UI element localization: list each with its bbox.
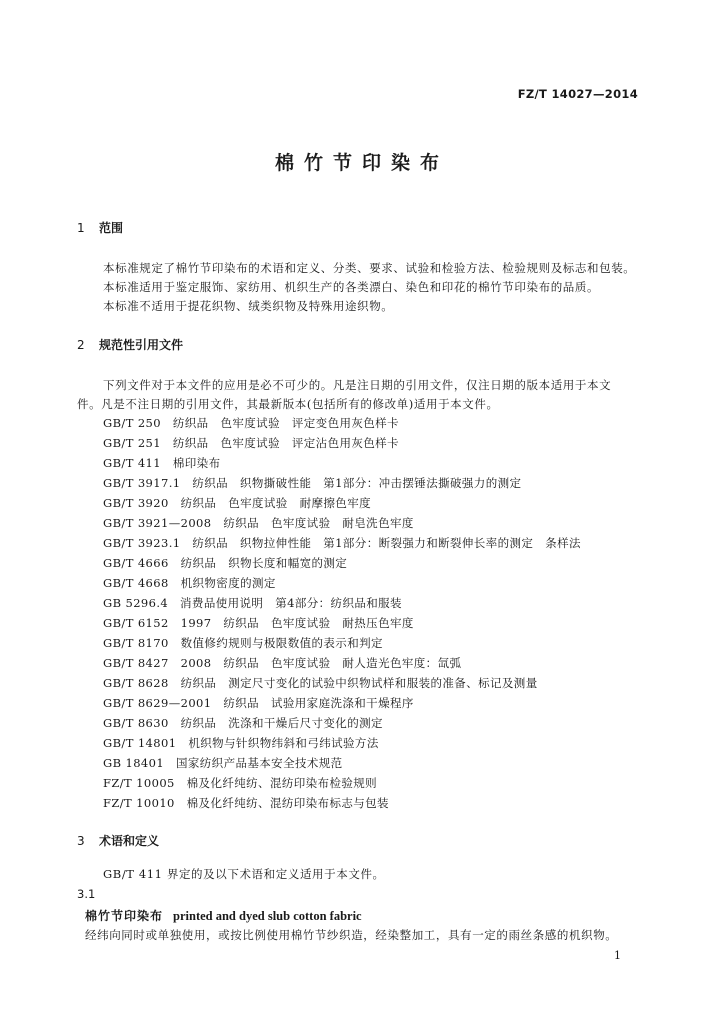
reference-item: GB/T 3917.1 纺织品 织物撕破性能 第1部分：冲击摆锤法撕破强力的测定 bbox=[103, 476, 522, 490]
section-number: 2 bbox=[77, 338, 85, 352]
section-title: 术语和定义 bbox=[99, 834, 160, 848]
terms-intro: GB/T 411 界定的及以下术语和定义适用于本文件。 bbox=[103, 867, 385, 881]
reference-item: GB/T 251 纺织品 色牢度试验 评定沾色用灰色样卡 bbox=[103, 436, 399, 450]
reference-item: GB/T 8427 2008 纺织品 色牢度试验 耐人造光色牢度：氙弧 bbox=[103, 656, 462, 670]
reference-item: GB/T 411 棉印染布 bbox=[103, 456, 221, 470]
section-3-heading bbox=[77, 832, 159, 849]
scope-paragraph: 本标准规定了棉竹节印染布的术语和定义、分类、要求、试验和检验方法、检验规则及标志和包装。 bbox=[103, 261, 636, 275]
reference-item: GB/T 4668 机织物密度的测定 bbox=[103, 576, 276, 590]
normative-intro-line: 下列文件对于本文件的应用是必不可少的。凡是注日期的引用文件，仅注日期的版本适用于本文 bbox=[103, 378, 612, 392]
section-title: 规范性引用文件 bbox=[99, 338, 184, 352]
section-number: 3 bbox=[77, 834, 85, 848]
reference-item: GB/T 3920 纺织品 色牢度试验 耐摩擦色牢度 bbox=[103, 496, 372, 510]
reference-item: GB/T 6152 1997 纺织品 色牢度试验 耐热压色牢度 bbox=[103, 616, 414, 630]
normative-intro-line: 件。凡是不注日期的引用文件，其最新版本(包括所有的修改单)适用于本文件。 bbox=[77, 397, 499, 411]
reference-item: GB/T 250 纺织品 色牢度试验 评定变色用灰色样卡 bbox=[103, 416, 399, 430]
scope-paragraph: 本标准不适用于提花织物、绒类织物及特殊用途织物。 bbox=[103, 299, 394, 313]
section-title: 范围 bbox=[99, 221, 124, 235]
scope-paragraph: 本标准适用于鉴定服饰、家纺用、机织生产的各类漂白、染色和印花的棉竹节印染布的品质。 bbox=[103, 280, 600, 294]
reference-item: GB 18401 国家纺织产品基本安全技术规范 bbox=[103, 756, 343, 770]
reference-item: GB/T 14801 机织物与针织物纬斜和弓纬试验方法 bbox=[103, 736, 379, 750]
term-definition: 经纬向同时或单独使用，或按比例使用棉竹节纱织造，经染整加工，具有一定的雨丝条感的机织物。 bbox=[85, 928, 618, 942]
reference-item: GB/T 3921—2008 纺织品 色牢度试验 耐皂洗色牢度 bbox=[103, 516, 414, 530]
reference-item: GB/T 8628 纺织品 测定尺寸变化的试验中织物试样和服装的准备、标记及测量 bbox=[103, 676, 538, 690]
reference-item: GB/T 8629—2001 纺织品 试验用家庭洗涤和干燥程序 bbox=[103, 696, 414, 710]
term-entry bbox=[85, 907, 362, 924]
section-2-heading bbox=[77, 336, 183, 353]
section-number: 1 bbox=[77, 221, 85, 235]
page-number: 1 bbox=[614, 949, 621, 962]
term-english: printed and dyed slub cotton fabric bbox=[173, 909, 362, 923]
reference-item: FZ/T 10005 棉及化纤纯纺、混纺印染布检验规则 bbox=[103, 776, 378, 790]
term-chinese: 棉竹节印染布 bbox=[85, 909, 164, 923]
subsection-number: 3.1 bbox=[77, 887, 96, 901]
reference-item: GB/T 8630 纺织品 洗涤和干燥后尺寸变化的测定 bbox=[103, 716, 383, 730]
reference-item: GB/T 4666 纺织品 织物长度和幅宽的测定 bbox=[103, 556, 348, 570]
document-title: 棉竹节印染布 bbox=[274, 152, 449, 174]
reference-item: FZ/T 10010 棉及化纤纯纺、混纺印染布标志与包装 bbox=[103, 796, 389, 810]
section-1-heading bbox=[77, 219, 123, 236]
reference-item: GB/T 3923.1 纺织品 织物拉伸性能 第1部分：断裂强力和断裂伸长率的测定 条样法 bbox=[103, 536, 581, 550]
reference-item: GB 5296.4 消费品使用说明 第4部分：纺织品和服装 bbox=[103, 596, 402, 610]
standard-code: FZ/T 14027—2014 bbox=[517, 87, 638, 101]
reference-item: GB/T 8170 数值修约规则与极限数值的表示和判定 bbox=[103, 636, 383, 650]
